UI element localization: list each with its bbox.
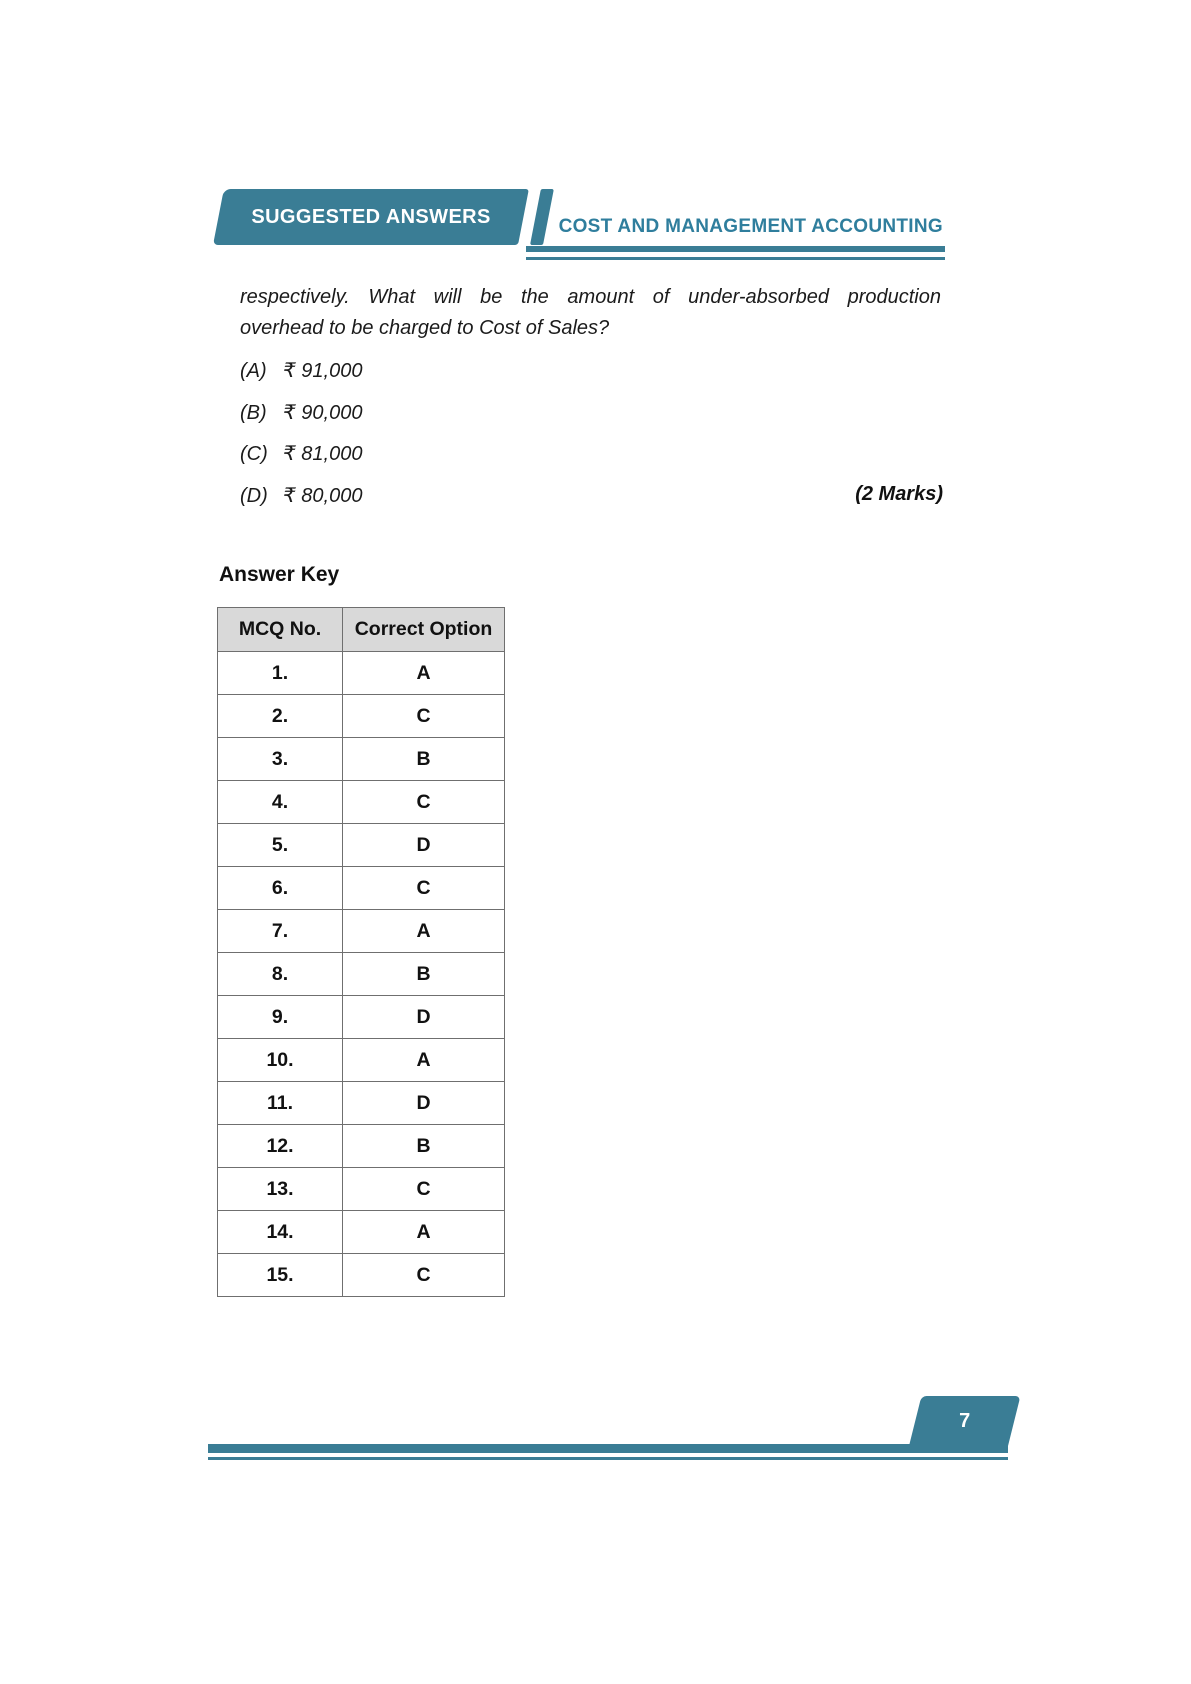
- question-text-line1: respectively. What will be the amount of under-absorbed production: [240, 286, 941, 308]
- mcq-no-cell: 1.: [218, 652, 343, 695]
- mcq-no-cell: 5.: [218, 824, 343, 867]
- correct-option-cell: A: [343, 1039, 505, 1082]
- option-c-value: ₹ 81,000: [283, 443, 363, 465]
- option-d-label: (D): [240, 485, 268, 507]
- subject-title: COST AND MANAGEMENT ACCOUNTING: [558, 216, 943, 237]
- correct-option-cell: D: [343, 1082, 505, 1125]
- table-row: [218, 1125, 505, 1168]
- option-a-label: (A): [240, 360, 267, 382]
- correct-option-cell: C: [343, 1254, 505, 1297]
- correct-option-cell: D: [343, 996, 505, 1039]
- option-a-value: ₹ 91,000: [283, 360, 363, 382]
- answer-key-body: [218, 652, 505, 1297]
- table-row: [218, 652, 505, 695]
- answer-key-table: [217, 607, 505, 1297]
- mcq-no-cell: 7.: [218, 910, 343, 953]
- answer-key-heading: Answer Key: [219, 563, 340, 586]
- correct-option-cell: D: [343, 824, 505, 867]
- correct-option-cell: A: [343, 910, 505, 953]
- table-header-row: [218, 608, 505, 652]
- mcq-no-cell: 12.: [218, 1125, 343, 1168]
- question-text-line2: overhead to be charged to Cost of Sales?: [240, 317, 610, 339]
- mcq-no-cell: 11.: [218, 1082, 343, 1125]
- option-b-label: (B): [240, 402, 267, 424]
- correct-option-cell: A: [343, 1211, 505, 1254]
- page-number: 7: [959, 1409, 971, 1432]
- mcq-no-header: MCQ No.: [218, 608, 343, 652]
- mcq-no-cell: 14.: [218, 1211, 343, 1254]
- marks-label: (2 Marks): [855, 483, 943, 505]
- option-c: [240, 441, 800, 466]
- correct-option-cell: C: [343, 1168, 505, 1211]
- mcq-no-cell: 15.: [218, 1254, 343, 1297]
- table-row: [218, 953, 505, 996]
- header-rule-thin: [526, 257, 945, 260]
- page-number-badge: [909, 1396, 1020, 1446]
- table-row: [218, 1168, 505, 1211]
- table-row: [218, 695, 505, 738]
- option-c-label: (C): [240, 443, 268, 465]
- option-a: [240, 358, 800, 383]
- correct-option-cell: B: [343, 1125, 505, 1168]
- table-row: [218, 867, 505, 910]
- table-row: [218, 824, 505, 867]
- mcq-no-cell: 8.: [218, 953, 343, 996]
- correct-option-cell: B: [343, 953, 505, 996]
- table-row: [218, 781, 505, 824]
- option-d: [240, 483, 800, 508]
- table-row: [218, 1211, 505, 1254]
- mcq-no-cell: 6.: [218, 867, 343, 910]
- table-row: [218, 910, 505, 953]
- correct-option-cell: C: [343, 867, 505, 910]
- suggested-answers-banner: [213, 189, 529, 245]
- correct-option-cell: C: [343, 695, 505, 738]
- correct-option-cell: A: [343, 652, 505, 695]
- mcq-no-cell: 3.: [218, 738, 343, 781]
- footer-rule-thick: [208, 1444, 1008, 1453]
- table-row: [218, 1254, 505, 1297]
- mcq-no-cell: 13.: [218, 1168, 343, 1211]
- mcq-no-cell: 9.: [218, 996, 343, 1039]
- table-row: [218, 996, 505, 1039]
- footer-rule-thin: [208, 1457, 1008, 1460]
- header-rule-thick: [526, 246, 945, 252]
- mcq-no-cell: 4.: [218, 781, 343, 824]
- table-row: [218, 1039, 505, 1082]
- mcq-no-cell: 10.: [218, 1039, 343, 1082]
- correct-option-cell: B: [343, 738, 505, 781]
- option-b-value: ₹ 90,000: [283, 402, 363, 424]
- banner-label: SUGGESTED ANSWERS: [251, 205, 491, 228]
- table-row: [218, 1082, 505, 1125]
- banner-ribbon-accent: [530, 189, 554, 245]
- table-row: [218, 738, 505, 781]
- correct-option-cell: C: [343, 781, 505, 824]
- mcq-no-cell: 2.: [218, 695, 343, 738]
- correct-option-header: Correct Option: [343, 608, 505, 652]
- option-b: [240, 400, 800, 425]
- option-d-value: ₹ 80,000: [283, 485, 363, 507]
